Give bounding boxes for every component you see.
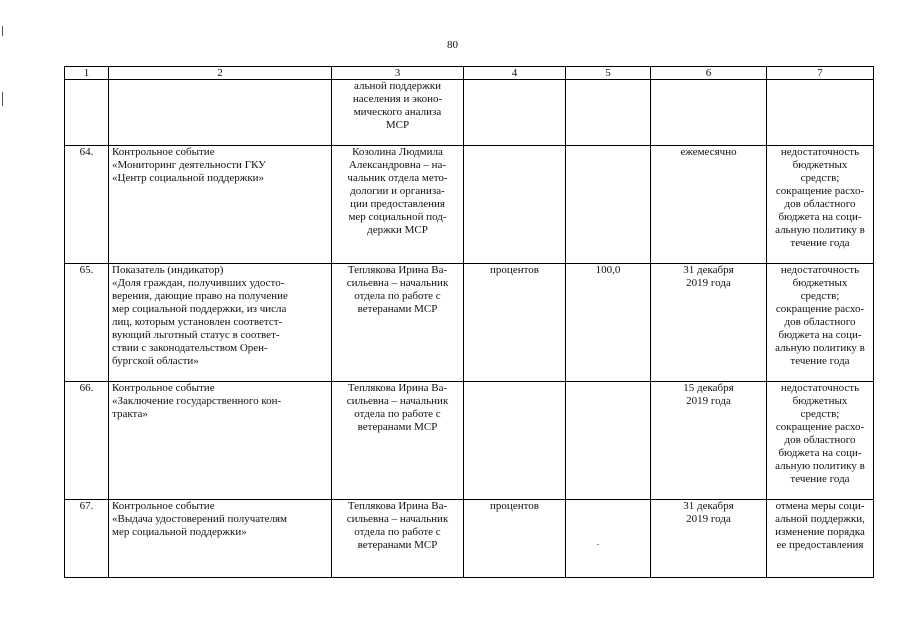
cell-value: 100,0 (566, 264, 651, 382)
cell-unit (464, 382, 566, 500)
program-activities-table (64, 66, 874, 578)
cell-responsible: Теплякова Ирина Ва- сильевна – начальник отдела по работе с ветеранами МСР (332, 264, 464, 382)
cell-risks: недостаточность бюджетных средств; сокращение расхо- дов областного бюджета на соци- альную политику в течение года (767, 264, 874, 382)
cell-unit: процентов (464, 500, 566, 578)
cell-unit: процентов (464, 264, 566, 382)
cell-value (566, 146, 651, 264)
cell-number: 66. (65, 382, 109, 500)
cell-unit (464, 80, 566, 146)
cell-number (65, 80, 109, 146)
cell-value (566, 500, 651, 578)
cell-number: 64. (65, 146, 109, 264)
cell-deadline: 31 декабря 2019 года (651, 500, 767, 578)
cell-risks: недостаточность бюджетных средств; сокращение расхо- дов областного бюджета на соци- альную политику в течение года (767, 382, 874, 500)
scan-edge-mark (2, 92, 3, 106)
cell-risks: недостаточность бюджетных средств; сокращение расхо- дов областного бюджета на соци- альную политику в течение года (767, 146, 874, 264)
cell-description (109, 80, 332, 146)
cell-deadline: ежемесячно (651, 146, 767, 264)
scan-edge-mark (2, 26, 3, 36)
cell-description: Показатель (индикатор) «Доля граждан, получивших удосто- верения, дающие право на получение мер социальной поддержки, из числа лиц, которым установлен соответст- вующий льготный статус в соответ- ствии с законодательством Орен- бургской области» (109, 264, 332, 382)
column-header: 1 (65, 67, 109, 80)
cell-description: Контрольное событие «Заключение государственного кон- тракта» (109, 382, 332, 500)
table-row (65, 146, 874, 264)
cell-deadline: 15 декабря 2019 года (651, 382, 767, 500)
column-header: 2 (109, 67, 332, 80)
table-row (65, 264, 874, 382)
cell-deadline (651, 80, 767, 146)
cell-responsible: Теплякова Ирина Ва- сильевна – начальник отдела по работе с ветеранами МСР (332, 382, 464, 500)
cell-unit (464, 146, 566, 264)
column-header: 6 (651, 67, 767, 80)
column-header: 5 (566, 67, 651, 80)
continuation-row (65, 80, 874, 146)
cell-value (566, 382, 651, 500)
scan-speck (597, 544, 599, 545)
column-number-row (65, 67, 874, 80)
cell-description: Контрольное событие «Выдача удостоверений получателям мер социальной поддержки» (109, 500, 332, 578)
page-number: 80 (447, 39, 458, 51)
cell-responsible: Теплякова Ирина Ва- сильевна – начальник отдела по работе с ветеранами МСР (332, 500, 464, 578)
table-row (65, 500, 874, 578)
cell-risks (767, 80, 874, 146)
cell-responsible: Козолина Людмила Александровна – на- чальник отдела мето- дологии и организа- ции предоставления мер социальной под- держки МСР (332, 146, 464, 264)
cell-number: 65. (65, 264, 109, 382)
cell-responsible: альной поддержки населения и эконо- мического анализа МСР (332, 80, 464, 146)
cell-deadline: 31 декабря 2019 года (651, 264, 767, 382)
table-row (65, 382, 874, 500)
cell-number: 67. (65, 500, 109, 578)
cell-risks: отмена меры соци- альной поддержки, изменение порядка ее предоставления (767, 500, 874, 578)
column-header: 3 (332, 67, 464, 80)
column-header: 4 (464, 67, 566, 80)
column-header: 7 (767, 67, 874, 80)
cell-value (566, 80, 651, 146)
cell-description: Контрольное событие «Мониторинг деятельности ГКУ «Центр социальной поддержки» (109, 146, 332, 264)
